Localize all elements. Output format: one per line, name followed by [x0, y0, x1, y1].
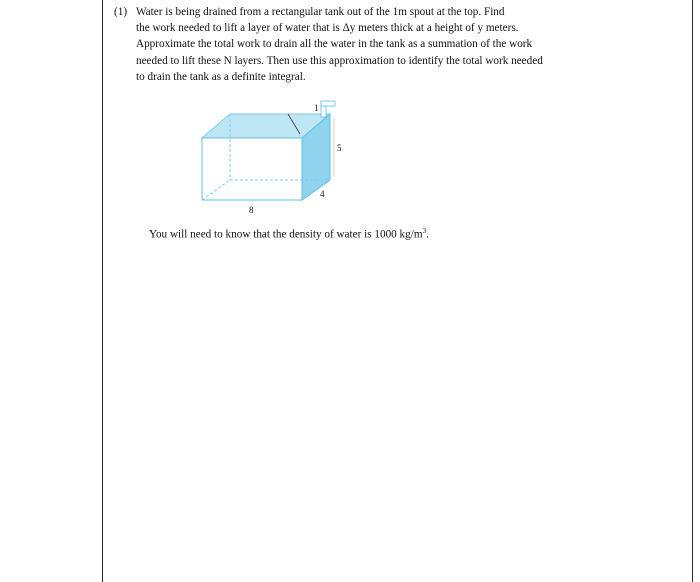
problem-line-5: to drain the tank as a definite integral. [136, 70, 306, 83]
tank-diagram [190, 96, 360, 224]
density-note-text: You will need to know that the density of water is 1000 kg/m [149, 228, 423, 241]
tank-front-face [202, 138, 302, 200]
problem-statement [114, 4, 614, 85]
problem-line-4: needed to lift these N layers. Then use this approximation to identify the total work needed [136, 54, 543, 67]
problem-line-2: the work needed to lift a layer of water that is Δy meters thick at a height of y meters. [136, 22, 519, 35]
problem-line-1: Water is being drained from a rectangular tank out of the 1m spout at the top. Find [136, 6, 505, 18]
density-note [149, 224, 429, 242]
problem-first-line [114, 4, 614, 20]
spout-top [321, 101, 335, 106]
problem-line-3: Approximate the total work to drain all the water in the tank as a summation of the work [136, 38, 533, 51]
density-unit-exponent: 3 [422, 227, 427, 235]
spout-length-label: 1 [314, 103, 319, 113]
tank-length-label: 8 [249, 205, 254, 215]
tank-height-label: 5 [337, 143, 342, 153]
problem-number: (1) [114, 6, 128, 18]
page-left-border [102, 0, 103, 582]
density-note-end: . [426, 228, 429, 241]
tank-depth-label: 4 [320, 189, 325, 199]
page-right-border [692, 0, 693, 582]
